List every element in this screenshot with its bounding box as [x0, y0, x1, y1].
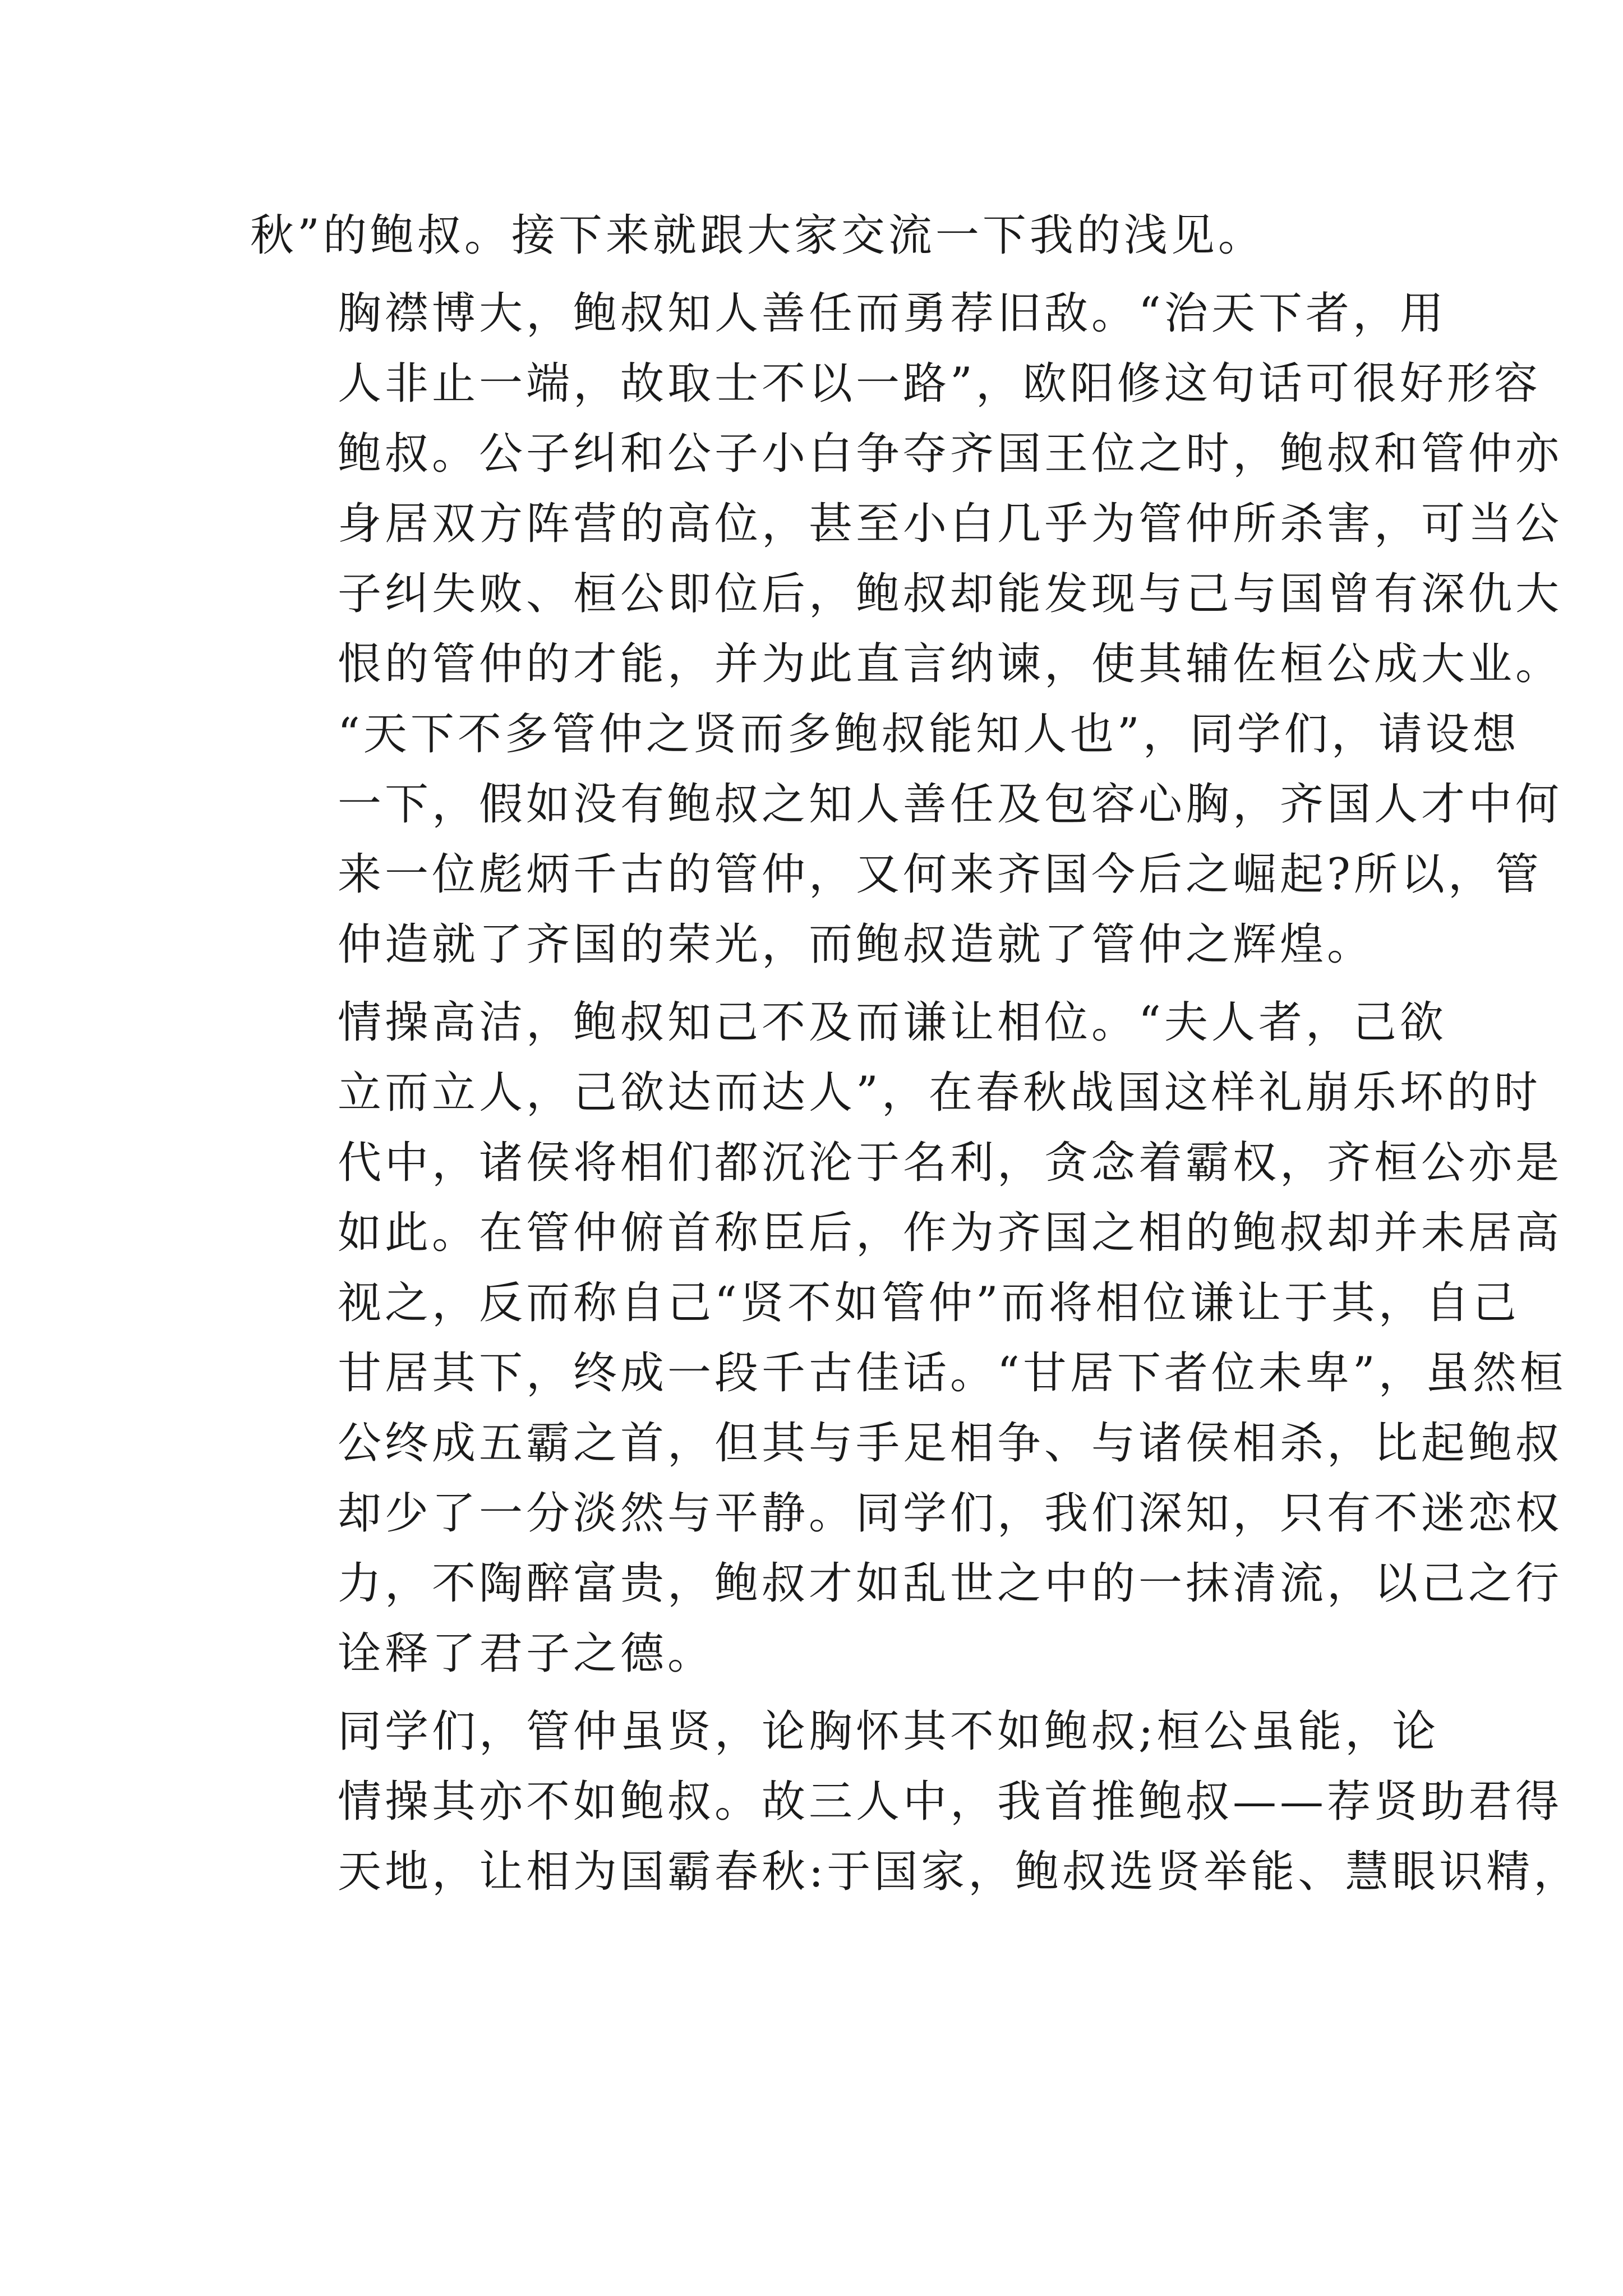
text-line: 同学们，管仲虽贤，论胸怀其不如鲍叔;桓公虽能，论 [338, 1706, 1440, 1757]
paragraph [250, 201, 1383, 271]
text-line: 情操高洁，鲍叔知己不及而谦让相位。“夫人者，己欲 [338, 997, 1447, 1048]
text-line: 代中，诸侯将相们都沉沦于名利，贪念着霸权，齐桓公亦是 [338, 1138, 1563, 1188]
text-line: 诠释了君子之德。 [338, 1628, 715, 1679]
text-line: 公终成五霸之首，但其与手足相争、与诸侯相杀，比起鲍叔 [338, 1418, 1563, 1469]
paragraph [250, 279, 1563, 980]
text-line: 子纠失败、桓公即位后，鲍叔却能发现与己与国曾有深仇大 [338, 569, 1563, 619]
text-line: 一下，假如没有鲍叔之知人善任及包容心胸，齐国人才中何 [338, 779, 1563, 830]
text-line: 秋”的鲍叔。接下来就跟大家交流一下我的浅见。 [250, 210, 1265, 261]
text-line: 仲造就了齐国的荣光，而鲍叔造就了管仲之辉煌。 [338, 919, 1375, 970]
document-body [250, 201, 1581, 1907]
text-line: 身居双方阵营的高位，甚至小白几乎为管仲所杀害，可当公 [338, 499, 1563, 549]
text-line: 立而立人，己欲达而达人”，在春秋战国这样礼崩乐坏的时 [338, 1068, 1541, 1118]
text-line: 如此。在管仲俯首称臣后，作为齐国之相的鲍叔却并未居高 [338, 1208, 1563, 1258]
text-line: “天下不多管仲之贤而多鲍叔能知人也”，同学们，请设想 [338, 709, 1520, 760]
paragraph [250, 988, 1567, 1689]
text-line: 情操其亦不如鲍叔。故三人中，我首推鲍叔——荐贤助君得 [338, 1777, 1563, 1827]
text-line: 胸襟博大，鲍叔知人善任而勇荐旧敌。“治天下者，用 [338, 288, 1447, 339]
text-line: 鲍叔。公子纠和公子小白争夺齐国王位之时，鲍叔和管仲亦 [338, 429, 1563, 479]
text-line: 人非止一端，故取士不以一路”，欧阳修这句话可很好形容 [338, 358, 1541, 409]
text-line: 来一位彪炳千古的管仲，又何来齐国今后之崛起?所以，管 [338, 849, 1542, 900]
text-line: 天地，让相为国霸春秋:于国家，鲍叔选贤举能、慧眼识精， [338, 1847, 1581, 1897]
text-line: 甘居其下，终成一段千古佳话。“甘居下者位未卑”，虽然桓 [338, 1348, 1567, 1398]
text-line: 却少了一分淡然与平静。同学们，我们深知，只有不迷恋权 [338, 1488, 1563, 1539]
text-line: 力，不陶醉富贵，鲍叔才如乱世之中的一抹清流，以己之行 [338, 1558, 1563, 1609]
text-line: 视之，反而称自己“贤不如管仲”而将相位谦让于其，自己 [338, 1278, 1520, 1328]
text-line: 恨的管仲的才能，并为此直言纳谏，使其辅佐桓公成大业。 [338, 639, 1563, 689]
paragraph [250, 1697, 1581, 1907]
